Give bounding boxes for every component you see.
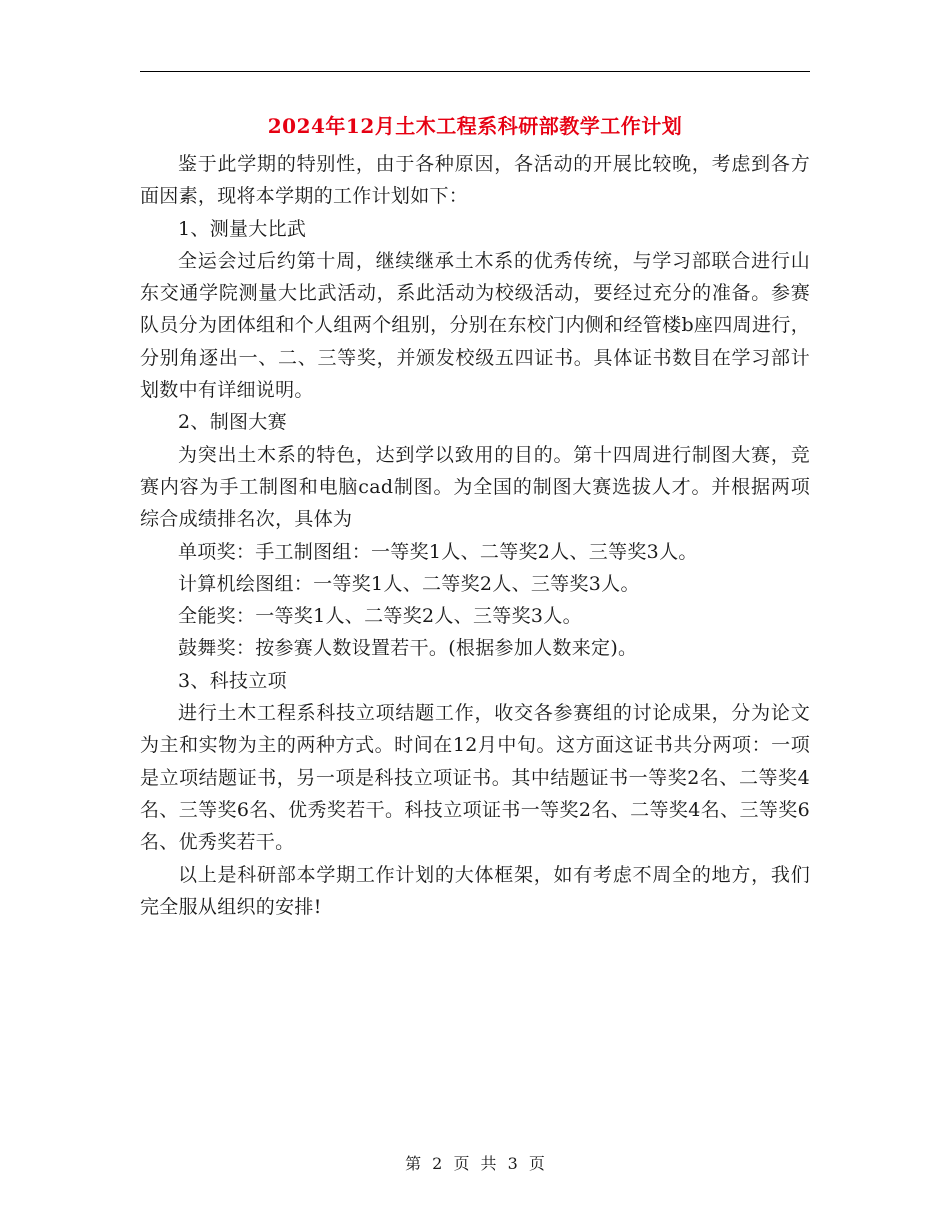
document-title: 2024年12月土木工程系科研部教学工作计划 — [267, 114, 683, 138]
document-body — [140, 148, 810, 923]
paragraph-tech-projects: 进行土木工程系科技立项结题工作，收交各参赛组的讨论成果，分为论文为主和实物为主的两种方式。时间在12月中旬。这方面这证书共分两项：一项是立项结题证书，另一项是科技立项证书。其中结题证书一等奖2名、二等奖4名、三等奖6名、优秀奖若干。科技立项证书一等奖2名、二等奖4名、三等奖6名、优秀奖若干。 — [140, 702, 810, 854]
award-line-encouragement: 鼓舞奖：按参赛人数设置若干。(根据参加人数来定)。 — [178, 637, 638, 660]
award-line-all-round: 全能奖：一等奖1人、二等奖2人、三等奖3人。 — [178, 605, 582, 628]
award-line-computer-drawing: 计算机绘图组：一等奖1人、二等奖2人、三等奖3人。 — [178, 572, 640, 595]
paragraph-surveying-contest: 全运会过后约第十周，继续继承土木系的优秀传统，与学习部联合进行山东交通学院测量大比武活动，系此活动为校级活动，要经过充分的准备。参赛队员分为团体组和个人组两个组别，分别在东校门内侧和经管楼b座四周进行，分别角逐出一、二、三等奖，并颁发校级五四证书。具体证书数目在学习部计划数中有详细说明。 — [140, 249, 810, 402]
section-heading-tech-projects: 3、科技立项 — [178, 669, 287, 692]
paragraph-intro: 鉴于此学期的特别性，由于各种原因，各活动的开展比较晚，考虑到各方面因素，现将本学期的工作计划如下： — [140, 153, 810, 208]
award-line-individual: 单项奖：手工制图组：一等奖1人、二等奖2人、三等奖3人。 — [178, 540, 698, 563]
paragraph-conclusion: 以上是科研部本学期工作计划的大体框架，如有考虑不周全的地方，我们完全服从组织的安排! — [140, 863, 810, 918]
paragraph-drawing-contest: 为突出土木系的特色，达到学以致用的目的。第十四周进行制图大赛，竞赛内容为手工制图和电脑cad制图。为全国的制图大赛选拔人才。并根据两项综合成绩排名次，具体为 — [140, 443, 810, 531]
section-heading-drawing-contest: 2、制图大赛 — [178, 411, 287, 434]
page-number-footer: 第 2 页 共 3 页 — [405, 1154, 545, 1173]
header-rule — [140, 71, 810, 72]
section-heading-surveying-contest: 1、测量大比武 — [178, 217, 307, 240]
